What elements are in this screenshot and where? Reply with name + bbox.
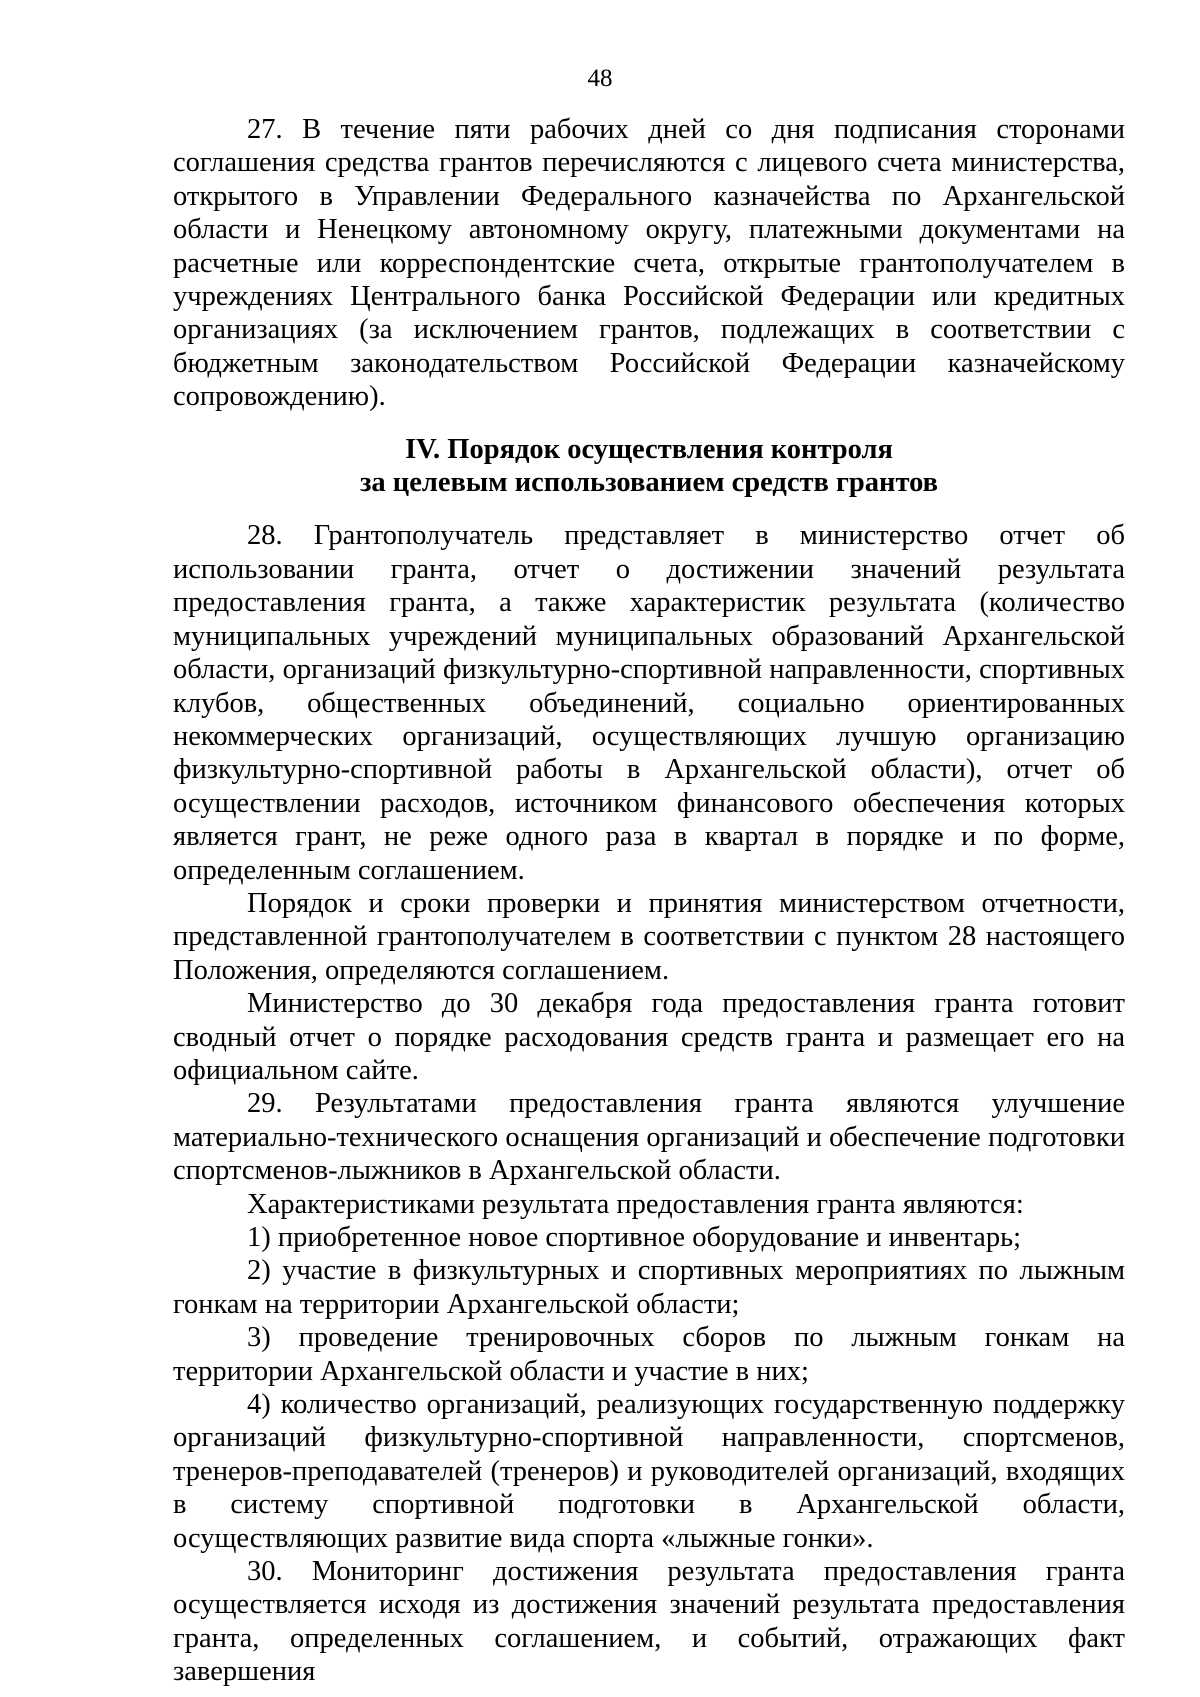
document-body [173,113,1125,1689]
section-heading [173,433,1125,500]
page-number: 48 [587,65,613,92]
paragraph-29: 29. Результатами предоставления гранта являются улучшение материально-технического оснащения организаций и обеспечение подготовки спортсменов-лыжников в Архангельской области. [173,1088,1125,1187]
list-item-2: 2) участие в физкультурных и спортивных мероприятиях по лыжным гонкам на территории Архангельской области; [173,1255,1125,1320]
section-heading-line-2: за целевым использованием средств грантов [359,467,938,499]
list-item-1: 1) приобретенное новое спортивное оборудование и инвентарь; [247,1222,1021,1253]
list-item-4: 4) количество организаций, реализующих государственную поддержку организаций физкультурно-спортивной направленности, спортсменов, тренеров-преподавателей (тренеров) и руководителей организаций, входящих в систему спортивной подготовки в Архангельской области, осуществляющих развитие вида спорта «лыжные гонки». [173,1389,1125,1554]
paragraph-30: 30. Мониторинг достижения результата предоставления гранта осуществляется исходя из достижения значений результата предоставления гранта, определенных соглашением, и событий, отражающих факт завершения [173,1556,1125,1688]
paragraph-report-check-procedure: Порядок и сроки проверки и принятия министерством отчетности, представленной грантополучателем в соответствии с пунктом 28 настоящего Положения, определяются соглашением. [173,887,1125,986]
paragraph-28: 28. Грантополучатель представляет в министерство отчет об использовании гранта, отчет о достижении значений результата предоставления гранта, а также характеристик результата (количество муниципальных учреждений муниципальных образований Архангельской области, организаций физкультурно-спортивной направленности, спортивных клубов, общественных объединений, социально ориентированных некоммерческих организаций, осуществляющих лучшую организацию физкультурно-спортивной работы в Архангельской области), отчет об осуществлении расходов, источником финансового обеспечения которых является грант, не реже одного раза в квартал в порядке и по форме, определенным соглашением. [173,520,1125,886]
paragraph-27: 27. В течение пяти рабочих дней со дня подписания сторонами соглашения средства грантов перечисляются с лицевого счета министерства, открытого в Управлении Федерального казначейства по Архангельской области и Ненецкому автономному округу, платежными документами на расчетные или корреспондентские счета, открытые грантополучателем в учреждениях Центрального банка Российской Федерации или кредитных организациях (за исключением грантов, подлежащих в соответствии с бюджетным законодательством Российской Федерации казначейскому сопровождению). [173,114,1125,413]
paragraph-result-characteristics: Характеристиками результата предоставления гранта являются: [247,1188,1024,1220]
list-item-3: 3) проведение тренировочных сборов по лыжным гонкам на территории Архангельской области и участие в них; [173,1322,1125,1387]
paragraph-summary-report: Министерство до 30 декабря года предоставления гранта готовит сводный отчет о порядке расходования средств гранта и размещает его на официальном сайте. [173,988,1125,1086]
section-heading-line-1: IV. Порядок осуществления контроля [405,433,893,465]
